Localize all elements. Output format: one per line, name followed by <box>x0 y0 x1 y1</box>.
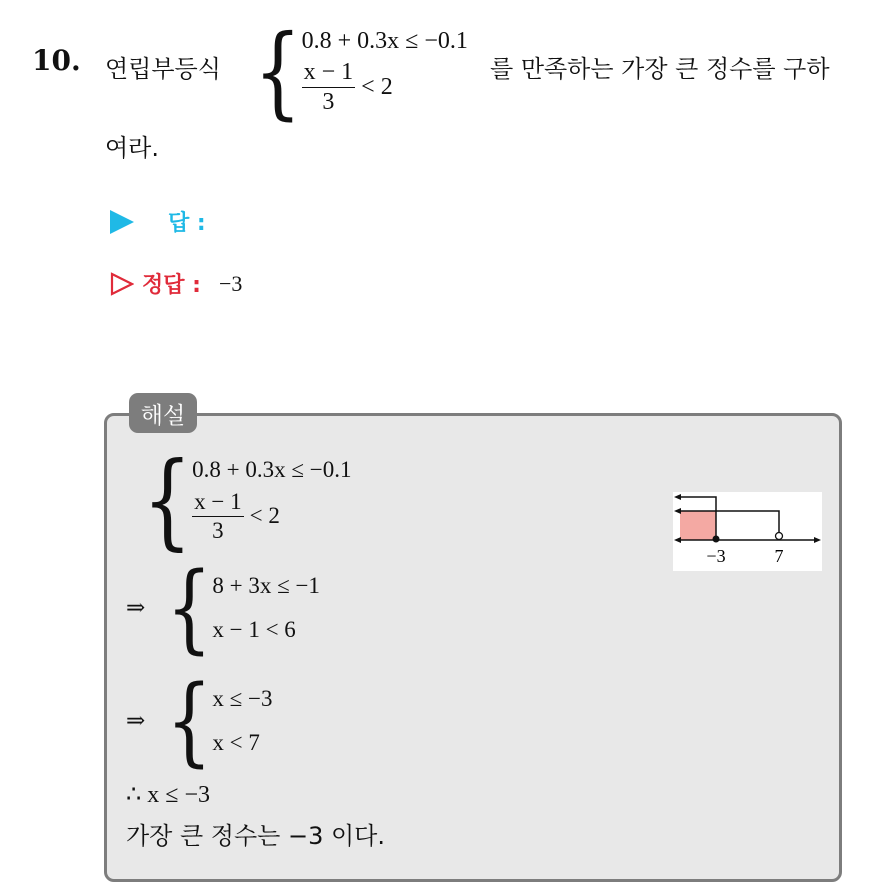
number-line-svg <box>673 492 822 571</box>
explanation-ineq-3: 8 + 3x ≤ −1 <box>212 573 320 598</box>
arrow-left-icon <box>674 537 681 543</box>
arrow-left-icon <box>674 494 681 500</box>
left-brace: { <box>166 552 213 664</box>
question-ineq-2 <box>302 59 468 116</box>
label-7: 7 <box>774 546 784 566</box>
explanation-system-1 <box>126 439 352 561</box>
closed-point <box>713 536 720 543</box>
label-minus3: −3 <box>706 546 726 566</box>
explanation-system-3-lines <box>212 686 272 756</box>
explanation-tag: 해설 <box>129 393 197 433</box>
therefore-line: ∴ x ≤ −3 <box>126 782 210 808</box>
arrow-left-icon <box>674 508 681 514</box>
answer-label: 답 : <box>168 211 206 236</box>
explanation-system-2 <box>126 552 320 664</box>
explanation-system-1-lines <box>192 457 351 544</box>
fraction-numerator: x − 1 <box>302 59 356 88</box>
answer-row <box>110 206 220 237</box>
fraction <box>302 59 356 116</box>
explanation-system-2-lines <box>212 573 320 643</box>
left-brace: { <box>253 13 302 130</box>
question-system <box>238 13 468 130</box>
left-brace: { <box>166 665 213 777</box>
conclusion-line: 가장 큰 정수는 −3 이다. <box>126 822 385 850</box>
explanation-ineq-1: 0.8 + 0.3x ≤ −0.1 <box>192 456 352 482</box>
number-line-shaded-region <box>680 511 716 540</box>
arrow-right-icon <box>814 537 821 543</box>
correct-answer-value: −3 <box>218 270 243 296</box>
question-text-before: 연립부등식 <box>105 55 221 83</box>
question-ineq-1: 0.8 + 0.3x ≤ −0.1 <box>301 28 468 54</box>
explanation-ineq-2 <box>192 489 351 544</box>
explanation-ineq-2-rest: < 2 <box>249 503 280 528</box>
fraction <box>192 489 243 544</box>
question-system-lines <box>302 28 468 116</box>
implies-symbol: ⇒ <box>126 595 146 620</box>
question-text-continued: 여라. <box>105 134 159 162</box>
explanation-ineq-5: x ≤ −3 <box>212 686 273 711</box>
explanation-ineq-4: x − 1 < 6 <box>212 617 296 642</box>
explanation-system-3 <box>126 665 273 777</box>
question-number: 10. <box>32 44 81 77</box>
correct-answer-label: 정답 : <box>142 273 201 298</box>
play-arrow-icon <box>110 210 134 234</box>
fraction-denominator: 3 <box>212 517 224 543</box>
correct-answer-row <box>110 268 242 299</box>
fraction-numerator: x − 1 <box>192 489 243 517</box>
question-text-after: 를 만족하는 가장 큰 정수를 구하 <box>490 55 830 83</box>
open-point <box>776 533 783 540</box>
question-ineq-2-rest: < 2 <box>361 74 393 100</box>
implies-symbol: ⇒ <box>126 708 146 733</box>
fraction-denominator: 3 <box>322 89 335 115</box>
number-line-diagram <box>673 492 822 571</box>
explanation-ineq-6: x < 7 <box>212 730 260 755</box>
left-brace: { <box>142 439 193 561</box>
outline-arrow-icon <box>110 272 134 296</box>
